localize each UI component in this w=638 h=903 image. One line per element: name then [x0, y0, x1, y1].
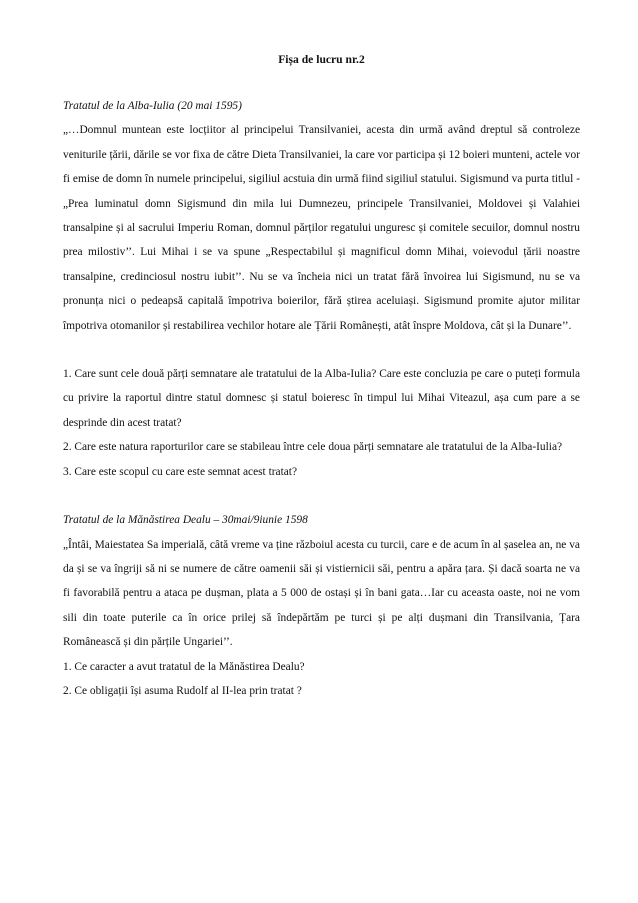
section1-question-3: 3. Care este scopul cu care este semnat acest tratat?: [63, 465, 298, 478]
spacer: [63, 484, 580, 508]
worksheet-title: Fișa de lucru nr.2: [278, 53, 365, 66]
section1-question-2: 2. Care este natura raporturilor care se stabileau între cele doua părți semnatare ale tratatului de la Alba-Iulia?: [63, 441, 563, 454]
section1-heading: Tratatul de la Alba-Iulia (20 mai 1595): [63, 100, 242, 112]
section2-question-2: 2. Ce obligații își asuma Rudolf al II-lea prin tratat ?: [63, 684, 302, 697]
spacer: [63, 338, 580, 362]
section2-heading: Tratatul de la Mănăstirea Dealu – 30mai/9iunie 1598: [63, 514, 308, 527]
section2-text: „Întâi, Maiestatea Sa imperială, câtă vreme va ține războiul acesta cu turcii, care e de acum în al șaselea an, ne va da și se va îngriji să ni se numere de către oamenii săi și vistiernicii săi, pentru a apăra țara. Și dacă soarta ne va fi favorabilă pentru a ataca pe dușman, plata a 5 000 de ostași și în bani gata…Iar cu aceasta oaste, noi ne vom sili din toate puterile ca în orice prilej să îndepărtăm pe turci și pe alți dușmani din Transilvania, Țara Românească și din părțile Ungariei’’.: [63, 538, 580, 649]
section2-question-1: 1. Ce caracter a avut tratatul de la Mănăstirea Dealu?: [63, 660, 305, 673]
section1-question-1: 1. Care sunt cele două părți semnatare ale tratatului de la Alba-Iulia? Care este concluzia pe care o puteți formula cu privire la raportul dintre statul domnesc și statul boieresc în timpul lui Mihai Viteazul, așa cum pare a se desprinde din acest tratat?: [63, 368, 580, 429]
section1-text: „…Domnul muntean este locțiitor al principelui Transilvaniei, acesta din urmă având dreptul să controleze veniturile țării, dările se vor fixa de către Dieta Transilvaniei, la care vor participa și 12 boieri munteni, actele vor fi emise de domn în numele principelui, sigiliul acstuia din urmă fiind sigiliul statului. Sigismund va purta titlul -„Prea luminatul domn Sigismund din mila lui Dumnezeu, principele Transilvaniei, Moldovei și Valahiei transalpine și al sacrului Imperiu Roman, domnul părților regatului unguresc și comitele secuilor, domnul nostru prea milostiv’’. Lui Mihai i se va spune „Respectabilul și magnificul domn Mihai, voievodul țării noastre transalpine, credinciosul nostru iubit’’. Nu se va încheia nici un tratat fără învoirea lui Sigismund, nu se va pronunța nici o pedeapsă capitală împotriva boierilor, fără știrea aceluiași. Sigismund promite ajutor militar împotriva otomanilor și restabilirea vechilor hotare ale Țării Românești, atât înspre Moldova, cât și la Dunare’’.: [63, 124, 580, 332]
